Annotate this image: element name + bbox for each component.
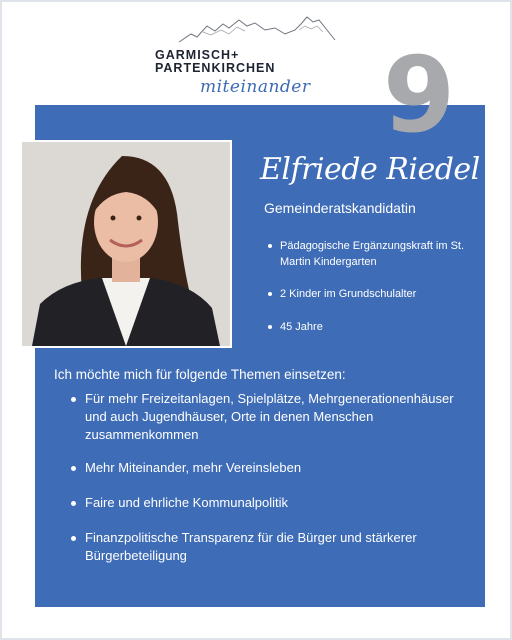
fact-item: Pädagogische Ergänzungskraft im St. Martin Kindergarten	[264, 238, 479, 270]
logo-line-1: GARMISCH+	[155, 48, 240, 62]
fact-item: 45 Jahre	[264, 319, 479, 335]
fact-item: 2 Kinder im Grundschulalter	[264, 286, 479, 302]
topic-item: Mehr Miteinander, mehr Vereinsleben	[68, 459, 463, 477]
candidate-facts	[264, 238, 479, 335]
mountain-range-icon	[177, 12, 337, 52]
topic-item: Für mehr Freizeitanlagen, Spielplätze, Mehrgenerationenhäuser und auch Jugendhäuser, Orte in denen Menschen zusammenkommen	[68, 390, 463, 444]
topic-item: Finanzpolitische Transparenz für die Bürger und stärkerer Bürgerbeteiligung	[68, 529, 463, 565]
logo-line-2: PARTENKIRCHEN	[155, 61, 276, 75]
list-number: 9	[382, 34, 456, 156]
topics-heading: Ich möchte mich für folgende Themen einsetzen:	[54, 367, 346, 382]
logo-tagline: miteinander	[200, 77, 311, 97]
candidate-role: Gemeinderatskandidatin	[264, 200, 416, 216]
topic-item: Faire und ehrliche Kommunalpolitik	[68, 494, 463, 512]
logo	[152, 12, 352, 107]
candidate-portrait	[20, 140, 232, 348]
topics-list	[68, 390, 463, 565]
candidate-name: Elfriede Riedel	[260, 152, 480, 187]
